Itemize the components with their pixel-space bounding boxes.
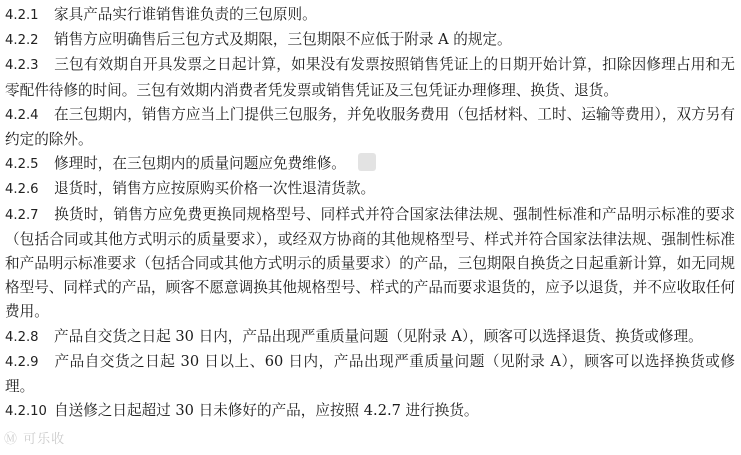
clause-4-2-10 (5, 399, 735, 424)
document-body (5, 3, 735, 424)
clause-4-2-6 (5, 177, 735, 202)
clause-text: 修理时，在三包期内的质量问题应免费维修。 (54, 155, 346, 173)
clause-text: 换货时，销售方应免费更换同规格型号、同样式并符合国家法律法规、强制性标准和产品明示标准的要求（包括合同或其他方式明示的质量要求），或经双方协商的其他规格型号、样式并符合国家法律法规、强制性标准和产品明示标准要求（包括合同或其他方式明示的质量要求）的产品，三包期限自换货之日起重新计算，如无同规格型号、同样式的产品，顾客不愿意调换其他规格型号、样式的产品而要求退货的，应予以退货，并不应收取任何费用。 (5, 205, 735, 321)
watermark: Ⓜ 可乐收 (4, 432, 66, 447)
clause-4-2-9 (5, 350, 735, 399)
clause-text: 自送修之日起超过 30 日未修好的产品，应按照 4.2.7 进行换货。 (54, 402, 479, 420)
clause-number: 4.2.10 (5, 404, 47, 420)
clause-4-2-1 (5, 3, 735, 28)
clause-text: 在三包期内，销售方应当上门提供三包服务，并免收服务费用（包括材料、工时、运输等费用），双方另有约定的除外。 (5, 105, 735, 149)
clause-4-2-5 (5, 152, 735, 177)
clause-4-2-7 (5, 203, 735, 325)
clause-number: 4.2.7 (5, 207, 39, 223)
clause-4-2-8 (5, 325, 735, 350)
clause-text: 销售方应明确售后三包方式及期限，三包期限不应低于附录 A 的规定。 (54, 31, 512, 49)
clause-number: 4.2.8 (5, 329, 39, 345)
clause-number: 4.2.4 (5, 107, 39, 123)
clause-4-2-4 (5, 103, 735, 152)
clause-text: 退货时，销售方应按原购买价格一次性退清货款。 (54, 180, 376, 198)
clause-text: 三包有效期自开具发票之日起计算，如果没有发票按照销售凭证上的日期开始计算，扣除因修理占用和无零配件待修的时间。三包有效期内消费者凭发票或销售凭证及三包凭证办理修理、换货、退货。 (5, 56, 735, 99)
highlight-marker (358, 153, 376, 171)
clause-text: 家具产品实行谁销售谁负责的三包原则。 (54, 6, 317, 23)
clause-number: 4.2.1 (5, 8, 39, 23)
clause-number: 4.2.5 (5, 157, 39, 173)
clause-number: 4.2.9 (5, 354, 39, 370)
clause-number: 4.2.2 (5, 33, 39, 49)
clause-number: 4.2.6 (5, 182, 39, 198)
clause-number: 4.2.3 (5, 58, 39, 74)
clause-4-2-2 (5, 28, 735, 53)
clause-4-2-3 (5, 53, 735, 102)
clause-text: 产品自交货之日起 30 日内，产品出现严重质量问题（见附录 A），顾客可以选择退货、换货或修理。 (54, 327, 703, 345)
clause-text: 产品自交货之日起 30 日以上、60 日内，产品出现严重质量问题（见附录 A），顾客可以选择换货或修理。 (5, 352, 735, 396)
